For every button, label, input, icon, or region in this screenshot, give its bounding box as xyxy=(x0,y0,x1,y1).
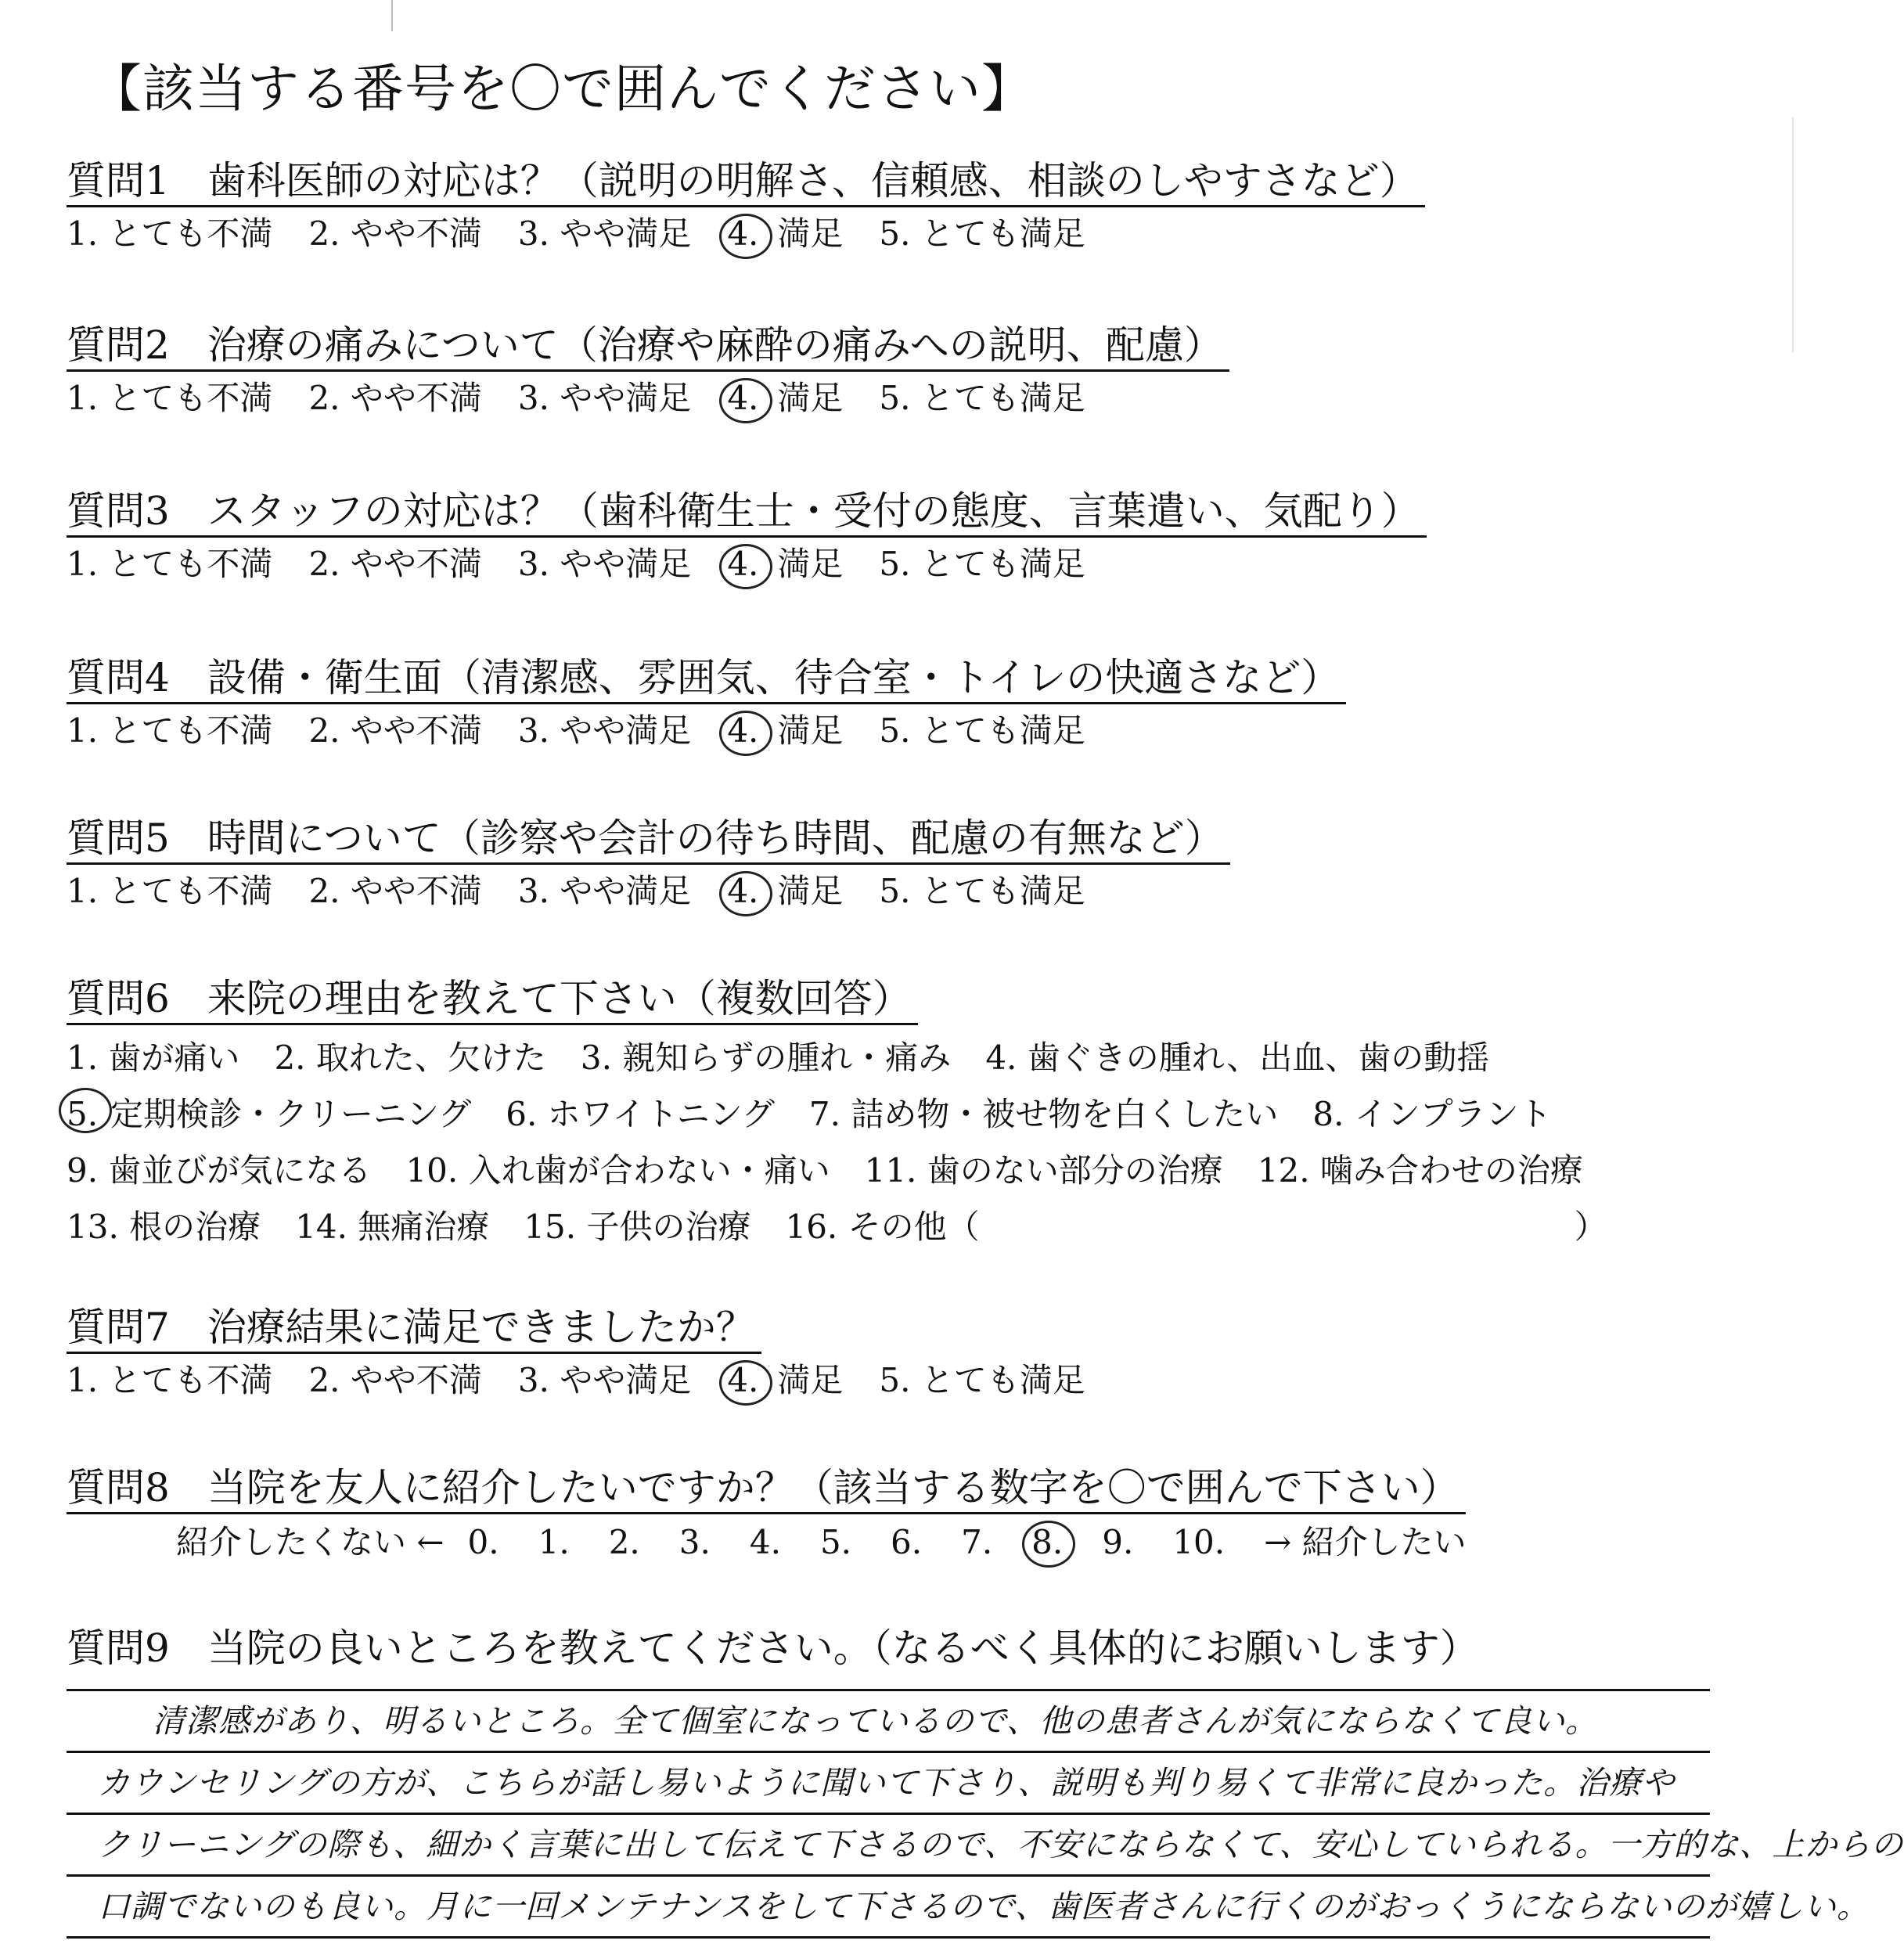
scale-7[interactable]: 7. xyxy=(961,1523,993,1561)
scan-mark xyxy=(391,0,393,31)
option-3[interactable]: 3. やや満足 xyxy=(517,545,692,583)
question-4-title: 質問4 設備・衛生面（清潔感、雰囲気、待合室・トイレの快適さなど） xyxy=(67,653,1346,704)
option-5[interactable]: 5. とても満足 xyxy=(879,379,1085,417)
option-2[interactable]: 2. やや不満 xyxy=(308,1361,482,1399)
question-6 xyxy=(67,974,1788,1255)
answer-line-4: 口調でないのも良い。月に一回メンテナンスをして下さるので、歯医者さんに行くのがおっくうにならないのが嬉しい。 xyxy=(67,1874,1710,1939)
option-5[interactable]: 5. とても満足 xyxy=(879,214,1085,253)
question-9-answer[interactable] xyxy=(67,1689,1904,1939)
scale-9[interactable]: 9. xyxy=(1102,1523,1134,1561)
option-4-label: 満足 xyxy=(777,711,844,750)
option-4-label: 満足 xyxy=(777,1361,844,1399)
scale-0[interactable]: 0. xyxy=(467,1523,499,1561)
answer-line-3: クリーニングの際も、細かく言葉に出して伝えて下さるので、不安にならなくて、安心していられる。一方的な、上からの xyxy=(67,1813,1710,1874)
reason-8[interactable]: 8. インプラント xyxy=(1312,1095,1552,1133)
option-4-circled[interactable]: 4. xyxy=(727,376,758,420)
option-1[interactable]: 1. とても不満 xyxy=(67,545,273,583)
reason-3[interactable]: 3. 親知らずの腫れ・痛み xyxy=(580,1039,952,1077)
option-1[interactable]: 1. とても不満 xyxy=(67,214,273,253)
question-9-title: 質問9 当院の良いところを教えてください。（なるべく具体的にお願いします） xyxy=(67,1625,1479,1671)
question-3-options xyxy=(67,542,1427,586)
scale-8-circled[interactable]: 8. xyxy=(1031,1521,1063,1564)
question-2-title: 質問2 治療の痛みについて（治療や麻酔の痛みへの説明、配慮） xyxy=(67,321,1229,372)
option-4-circled[interactable]: 4. xyxy=(727,542,758,586)
scale-1[interactable]: 1. xyxy=(538,1523,570,1561)
reason-7[interactable]: 7. 詰め物・被せ物を白くしたい xyxy=(808,1095,1279,1133)
scale-3[interactable]: 3. xyxy=(678,1523,711,1561)
option-4-label: 満足 xyxy=(777,379,844,417)
scale-2[interactable]: 2. xyxy=(608,1523,640,1561)
question-6-options xyxy=(67,1030,1788,1255)
scale-right-label: → 紹介したい xyxy=(1264,1523,1467,1561)
question-3 xyxy=(67,487,1427,586)
question-5-title: 質問5 時間について（診察や会計の待ち時間、配慮の有無など） xyxy=(67,814,1230,865)
question-4 xyxy=(67,653,1346,753)
option-1[interactable]: 1. とても不満 xyxy=(67,711,273,750)
question-3-title: 質問3 スタッフの対応は？（歯科衛生士・受付の態度、言葉遣い、気配り） xyxy=(67,487,1427,538)
reason-11[interactable]: 11. 歯のない部分の治療 xyxy=(864,1151,1223,1190)
question-2-options xyxy=(67,376,1229,420)
option-4-label: 満足 xyxy=(777,214,844,253)
question-4-options xyxy=(67,709,1346,753)
question-9 xyxy=(67,1624,1479,1672)
option-4-circled[interactable]: 4. xyxy=(727,709,758,753)
option-2[interactable]: 2. やや不満 xyxy=(308,711,482,750)
option-5[interactable]: 5. とても満足 xyxy=(879,872,1085,910)
reason-16-other[interactable]: 16. その他（ ） xyxy=(785,1208,1607,1246)
page-title: 【該当する番号を〇で囲んでください】 xyxy=(90,59,1034,119)
reason-15[interactable]: 15. 子供の治療 xyxy=(524,1208,751,1246)
reason-5-circled[interactable]: 5. xyxy=(67,1086,98,1143)
question-7 xyxy=(67,1303,1121,1402)
reason-9[interactable]: 9. 歯並びが気になる xyxy=(67,1151,372,1190)
option-3[interactable]: 3. やや満足 xyxy=(517,872,692,910)
option-4-circled[interactable]: 4. xyxy=(727,869,758,913)
question-1-options xyxy=(67,212,1425,256)
option-4-circled[interactable]: 4. xyxy=(727,212,758,256)
option-5[interactable]: 5. とても満足 xyxy=(879,1361,1085,1399)
question-8-title: 質問8 当院を友人に紹介したいですか？（該当する数字を〇で囲んで下さい） xyxy=(67,1463,1466,1514)
scale-10[interactable]: 10. xyxy=(1172,1523,1226,1561)
option-2[interactable]: 2. やや不満 xyxy=(308,379,482,417)
question-7-title: 質問7 治療結果に満足できましたか？ xyxy=(67,1303,761,1354)
question-1 xyxy=(67,157,1425,256)
option-2[interactable]: 2. やや不満 xyxy=(308,872,482,910)
option-4-label: 満足 xyxy=(777,872,844,910)
scan-mark-right xyxy=(1792,117,1794,352)
option-2[interactable]: 2. やや不満 xyxy=(308,545,482,583)
reason-5-label: 定期検診・クリーニング xyxy=(110,1095,472,1133)
question-6-title: 質問6 来院の理由を教えて下さい（複数回答） xyxy=(67,974,918,1025)
scale-6[interactable]: 6. xyxy=(891,1523,923,1561)
question-7-options xyxy=(67,1359,1121,1402)
question-8-scale xyxy=(67,1521,1490,1564)
reason-13[interactable]: 13. 根の治療 xyxy=(67,1208,261,1246)
answer-line-2: カウンセリングの方が、こちらが話し易いように聞いて下さり、説明も判り易くて非常に良かった。治療や xyxy=(67,1751,1710,1813)
option-3[interactable]: 3. やや満足 xyxy=(517,1361,692,1399)
reason-12[interactable]: 12. 噛み合わせの治療 xyxy=(1257,1151,1583,1190)
reason-2[interactable]: 2. 取れた、欠けた xyxy=(274,1039,546,1077)
reason-4[interactable]: 4. 歯ぐきの腫れ、出血、歯の動揺 xyxy=(985,1039,1490,1077)
question-8 xyxy=(67,1463,1490,1564)
option-3[interactable]: 3. やや満足 xyxy=(517,379,692,417)
option-3[interactable]: 3. やや満足 xyxy=(517,214,692,253)
reason-6[interactable]: 6. ホワイトニング xyxy=(506,1095,775,1133)
option-2[interactable]: 2. やや不満 xyxy=(308,214,482,253)
scale-4[interactable]: 4. xyxy=(749,1523,781,1561)
option-5[interactable]: 5. とても満足 xyxy=(879,711,1085,750)
reason-10[interactable]: 10. 入れ歯が合わない・痛い xyxy=(405,1151,830,1190)
reason-14[interactable]: 14. 無痛治療 xyxy=(295,1208,490,1246)
option-1[interactable]: 1. とても不満 xyxy=(67,872,273,910)
option-1[interactable]: 1. とても不満 xyxy=(67,1361,273,1399)
answer-line-1: 清潔感があり、明るいところ。全て個室になっているので、他の患者さんが気にならなくて良い。 xyxy=(67,1689,1710,1751)
scale-5[interactable]: 5. xyxy=(819,1523,852,1561)
option-5[interactable]: 5. とても満足 xyxy=(879,545,1085,583)
reason-1[interactable]: 1. 歯が痛い xyxy=(67,1039,240,1077)
option-4-circled[interactable]: 4. xyxy=(727,1359,758,1402)
question-5 xyxy=(67,814,1230,913)
option-3[interactable]: 3. やや満足 xyxy=(517,711,692,750)
question-2 xyxy=(67,321,1229,420)
option-4-label: 満足 xyxy=(777,545,844,583)
option-1[interactable]: 1. とても不満 xyxy=(67,379,273,417)
scale-left-label: 紹介したくない ← xyxy=(176,1523,445,1561)
question-5-options xyxy=(67,869,1230,913)
question-1-title: 質問1 歯科医師の対応は？（説明の明解さ、信頼感、相談のしやすさなど） xyxy=(67,157,1425,207)
